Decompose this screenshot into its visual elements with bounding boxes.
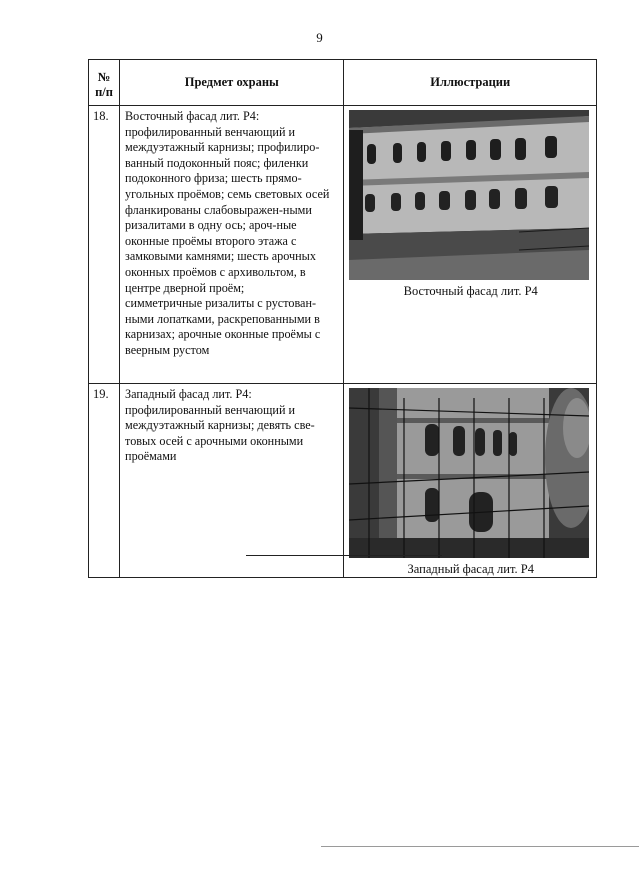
subject-body: профилированный венчающий и междуэтажный карнизы; девять све-товых осей с арочными оконными проёмами [125,402,315,464]
header-illustrations: Иллюстрации [344,60,597,106]
scan-artifact-line [321,846,639,847]
subject-cell [120,106,344,384]
header-num-abbr: п/п [95,84,113,99]
east-facade-photo [349,110,589,280]
protection-table [88,59,597,578]
east-facade-caption: Восточный фасад лит. Р4 [403,284,538,298]
header-num [89,60,120,106]
table-row [89,384,597,578]
subject-title: Западный фасад лит. Р4: [125,387,252,401]
row-number: 18. [89,106,120,384]
illustration-cell [344,384,597,578]
subject-title: Восточный фасад лит. Р4: [125,109,260,123]
header-num-sign: № [97,69,111,84]
page-number: 9 [316,30,323,45]
end-rule [246,555,442,556]
subject-body: профилированный венчающий и междуэтажный карнизы; профилиро-ванный подоконный пояс; филенки подоконного фриза; шесть прямо-угольных проёмов; семь световых осей фланкированы слабовыражен-ными ризалитами в одну ось; ароч-ные оконные проёмы второго этажа с замковыми камнями; шесть арочных оконных проёмов с архивольтом, в центре дверной проём; [125,124,330,295]
illustration-cell [344,106,597,384]
header-subject: Предмет охраны [120,60,344,106]
row-number: 19. [89,384,120,578]
west-facade-photo [349,388,589,558]
subject-cell [120,384,344,578]
subject-body-continued: симметричные ризалиты с рустован-ными лопатками, раскрепованными в карнизах; арочные оконные проёмы с веерным рустом [125,296,321,357]
table-row [89,106,597,384]
west-facade-caption: Западный фасад лит. Р4 [407,562,534,576]
table-header-row [89,60,597,106]
